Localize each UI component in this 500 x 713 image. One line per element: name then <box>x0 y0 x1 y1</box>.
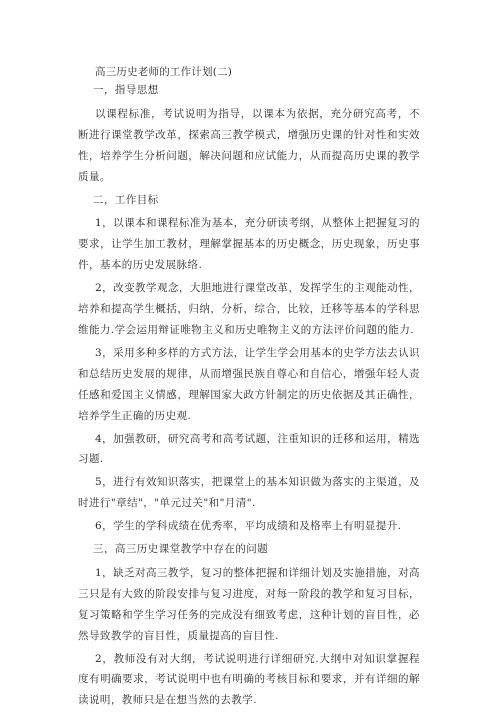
paragraph-guiding-ideology: 以课程标准，考试说明为指导，以课本为依据，充分研究高考，不断进行课堂教学改革，探索高三教学模式，增强历史课的针对性和实效性，培养学生分析问题，解决问题和应试能力，从而提高历史课的教学质量。 <box>78 107 420 183</box>
paragraph-goal-3: 3，采用多种多样的方式方法，让学生学会用基本的史学方法去认识和总结历史发展的规律，从而增强民族自尊心和自信心，增强年轻人责任感和爱国主义情感，理解国家大政方针制定的历史依据及其正确性，培养学生正确的历史观. <box>78 346 420 422</box>
paragraph-goal-4: 4，加强教研，研究高考和高考试题，注重知识的迁移和运用，精选习题. <box>78 432 420 466</box>
document-body <box>78 80 420 713</box>
paragraph-goal-1: 1，以课本和课程标准为基本，充分研读考纲，从整体上把握复习的要求，让学生加工教材，理解掌握基本的历史概念，历史现象，历史事件，基本的历史发展脉络. <box>78 217 420 272</box>
document-title: 高三历史老师的工作计划(二) <box>95 66 232 78</box>
paragraph-goal-6: 6，学生的学科成绩在优秀率，平均成绩和及格率上有明显提升. <box>95 520 402 533</box>
paragraph-goal-5: 5，进行有效知识落实，把课堂上的基本知识做为落实的主渠道，及时进行"章结"，"单元过关"和"月清". <box>78 476 420 510</box>
paragraph-goal-2: 2，改变教学观念，大胆地进行课堂改革，发挥学生的主观能动性，培养和提高学生概括，归纳，分析，综合，比较，迁移等基本的学科思维能力.学会运用辩证唯物主义和历史唯物主义的方法评价问题的能力. <box>78 282 420 336</box>
section-heading-problems: 三，高三历史课堂教学中存在的问题 <box>93 543 269 556</box>
section-heading-work-goals: 二，工作目标 <box>93 193 159 206</box>
paragraph-problem-1: 1，缺乏对高三教学，复习的整体把握和详细计划及实施措施，对高三只是有大致的阶段安排与复习进度，对每一阶段的教学和复习目标，复习策略和学生学习任务的完成没有细致考虑，这种计划的盲目性，必然导致教学的盲目性，质量提高的盲目性. <box>78 566 420 642</box>
section-heading-guiding-ideology: 一，指导思想 <box>93 84 159 96</box>
paragraph-problem-2: 2，教师没有对大纲，考试说明进行详细研究.大纲中对知识掌握程度有明确要求，考试说明中也有明确的考核目标和要求，并有详细的解读说明，教师只是在想当然的去教学. <box>78 652 420 707</box>
